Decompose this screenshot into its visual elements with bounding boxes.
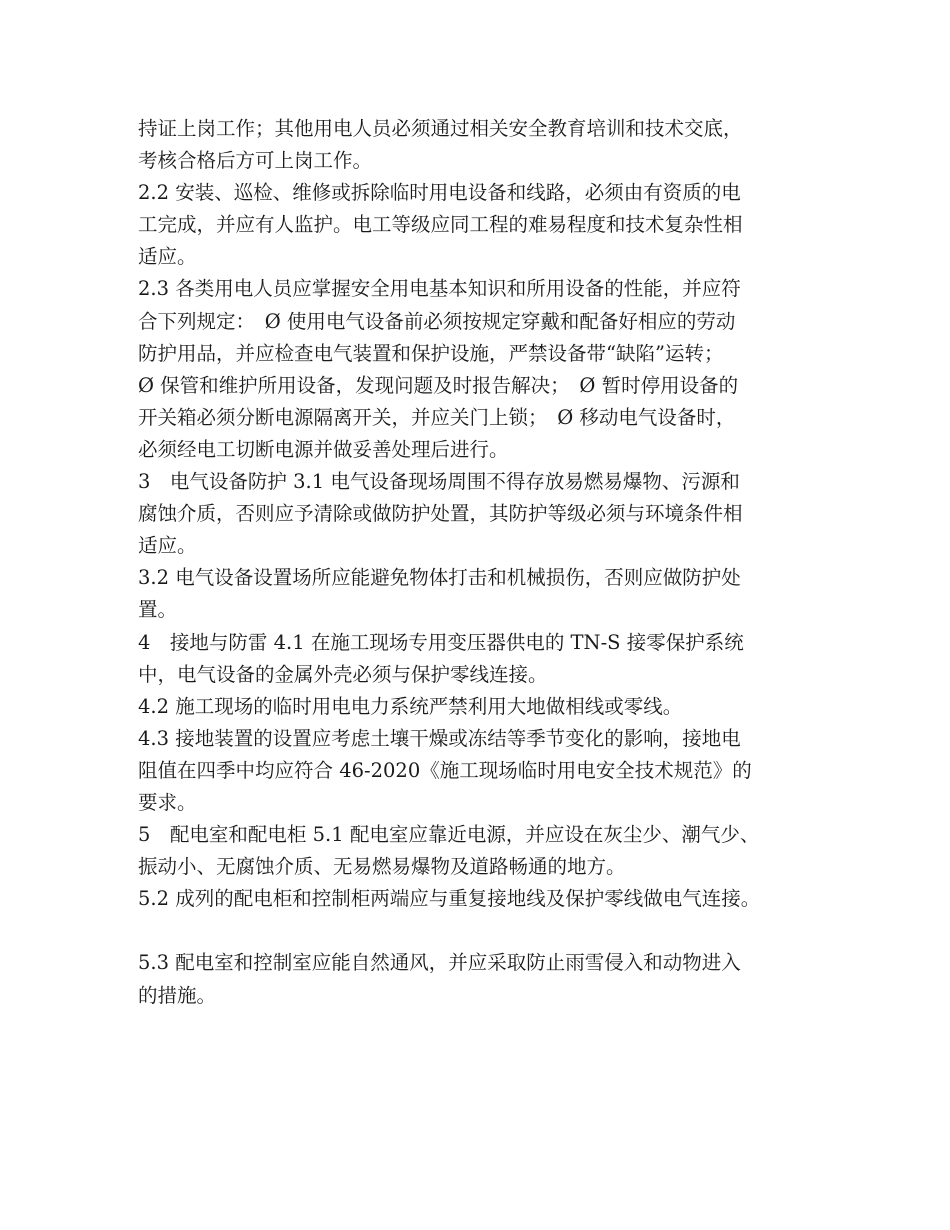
text-line: 3 电气设备防护 3.1 电气设备现场周围不得存放易燃易爆物、污源和 <box>138 470 740 494</box>
text-line: 考核合格后方可上岗工作。 <box>138 149 373 173</box>
text-line: 适应。 <box>138 245 197 269</box>
text-line: 必须经电工切断电源并做妥善处理后进行。 <box>138 437 509 461</box>
text-line: 4 接地与防雷 4.1 在施工现场专用变压器供电的 TN-S 接零保护系统 <box>138 630 744 654</box>
text-line: 开关箱必须分断电源隔离开关，并应关门上锁； Ø 移动电气设备时， <box>138 405 736 429</box>
text-line: 4.2 施工现场的临时用电电力系统严禁利用大地做相线或零线。 <box>138 694 683 718</box>
document-body <box>138 113 838 1012</box>
text-line: 的措施。 <box>138 983 217 1007</box>
text-line: 4.3 接地装置的设置应考虑土壤干燥或冻结等季节变化的影响，接地电 <box>138 726 741 750</box>
text-line: 5.2 成列的配电柜和控制柜两端应与重复接地线及保护零线做电气连接。 <box>138 887 761 911</box>
text-line: 5 配电室和配电柜 5.1 配电室应靠近电源，并应设在灰尘少、潮气少、 <box>138 823 760 847</box>
text-line: 防护用品，并应检查电气装置和保护设施，严禁设备带“缺陷”运转； <box>138 341 724 365</box>
text-line: Ø 保管和维护所用设备，发现问题及时报告解决； Ø 暂时停用设备的 <box>138 373 739 397</box>
text-line: 腐蚀介质，否则应予清除或做防护处置，其防护等级必须与环境条件相 <box>138 502 743 526</box>
text-line: 合下列规定： Ø 使用电气设备前必须按规定穿戴和配备好相应的劳动 <box>138 309 736 333</box>
text-line: 2.3 各类用电人员应掌握安全用电基本知识和所用设备的性能，并应符 <box>138 277 741 301</box>
text-line: 2.2 安装、巡检、维修或拆除临时用电设备和线路，必须由有资质的电 <box>138 181 741 205</box>
text-line: 置。 <box>138 598 178 622</box>
text-line: 振动小、无腐蚀介质、无易燃易爆物及道路畅通的地方。 <box>138 855 626 879</box>
text-line: 要求。 <box>138 790 197 814</box>
text-line: 持证上岗工作；其他用电人员必须通过相关安全教育培训和技术交底， <box>138 117 743 140</box>
text-line: 3.2 电气设备设置场所应能避免物体打击和机械损伤，否则应做防护处 <box>138 566 741 590</box>
text-line: 5.3 配电室和控制室应能自然通风，并应采取防止雨雪侵入和动物进入 <box>138 951 741 975</box>
blank-line <box>138 915 838 947</box>
text-line: 工完成，并应有人监护。电工等级应同工程的难易程度和技术复杂性相 <box>138 213 743 237</box>
text-line: 适应。 <box>138 534 197 558</box>
text-line: 中，电气设备的金属外壳必须与保护零线连接。 <box>138 662 548 686</box>
text-line: 阻值在四季中均应符合 46-2020《施工现场临时用电安全技术规范》的 <box>138 758 752 782</box>
